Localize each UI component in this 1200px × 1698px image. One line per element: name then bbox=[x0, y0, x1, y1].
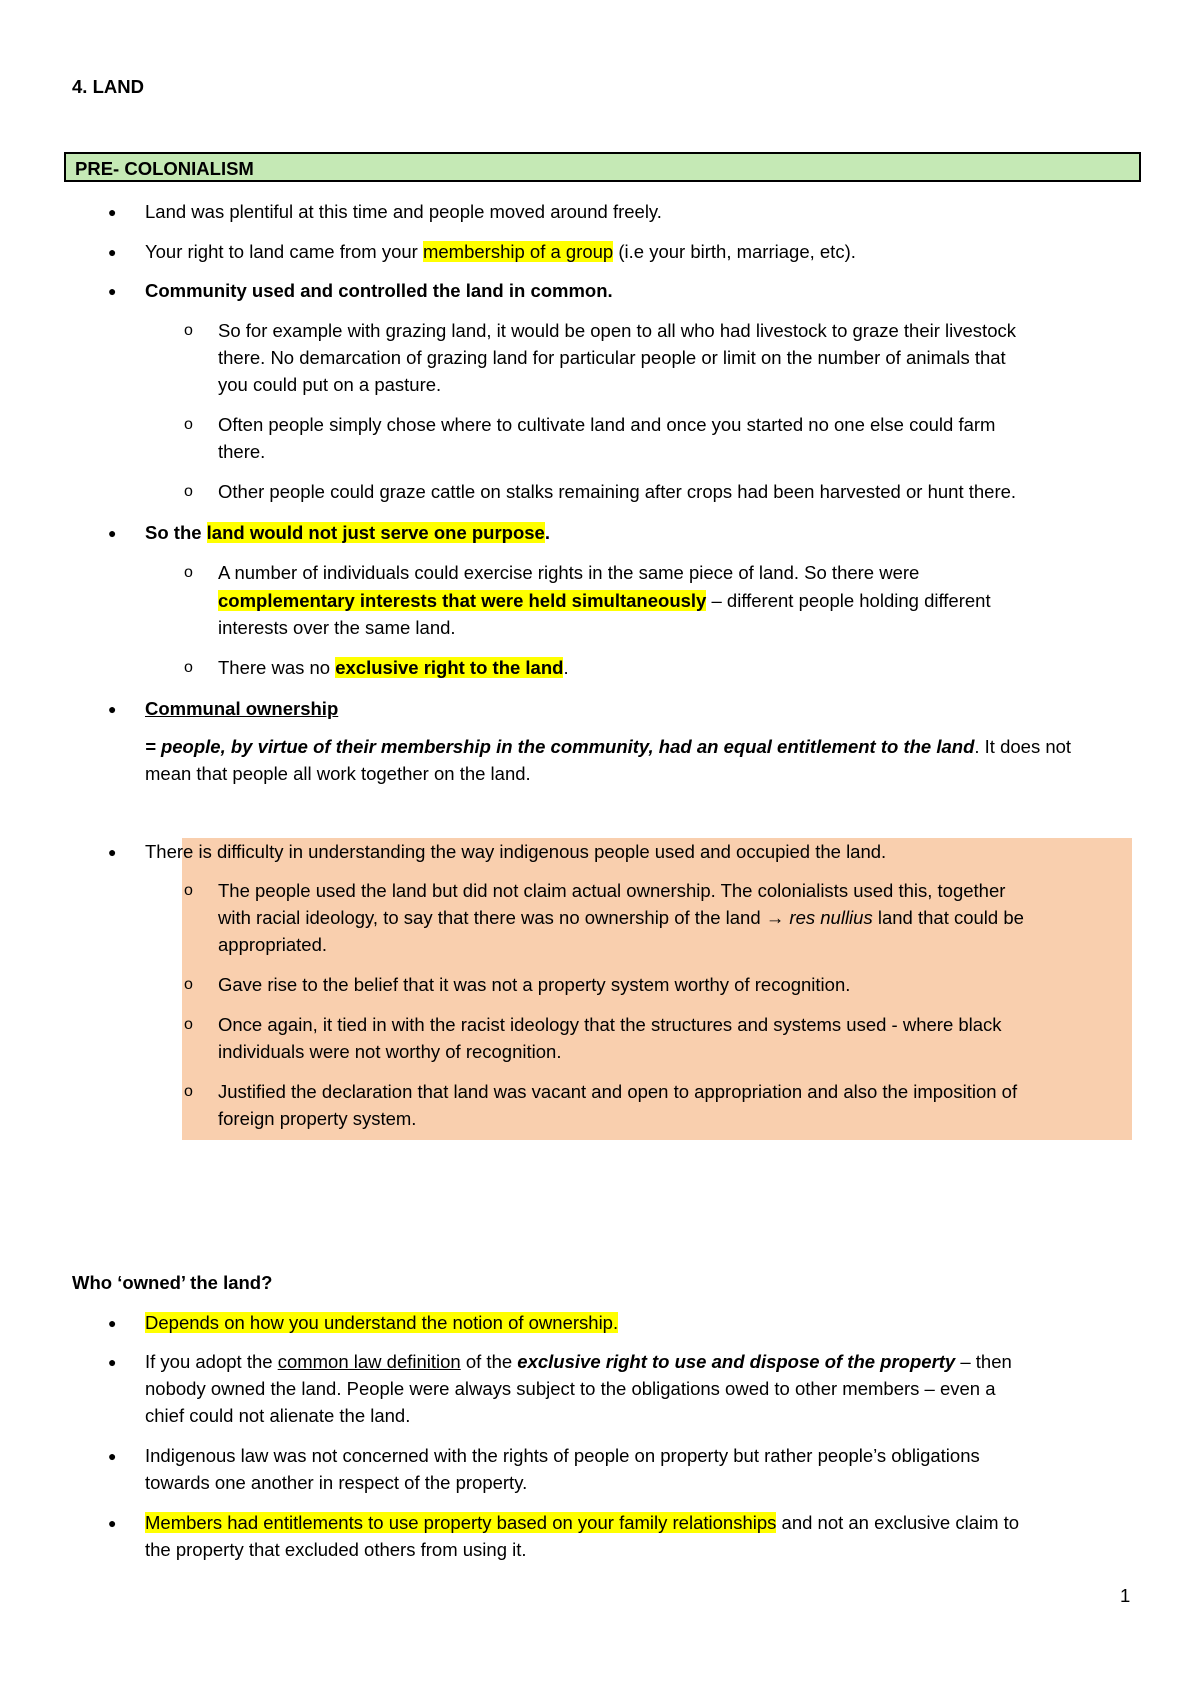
bullet-text bbox=[145, 1312, 618, 1334]
sub-bullet-text: complementary interests that were held simultaneously – different people holding different bbox=[218, 590, 991, 611]
sub-bullet-text: Often people simply chose where to cultivate land and once you started no one else could farm bbox=[218, 414, 996, 435]
sub-bullet-text: A number of individuals could exercise rights in the same piece of land. So there were bbox=[218, 562, 920, 583]
bullet-text: Communal ownership bbox=[145, 698, 339, 719]
sub-bullet-text: There was no exclusive right to the land. bbox=[218, 657, 569, 678]
bullet-icon bbox=[108, 201, 116, 223]
sub-bullet-icon bbox=[184, 880, 193, 902]
bullet-icon bbox=[108, 841, 116, 863]
sub-bullet-icon bbox=[184, 657, 193, 679]
sub-bullet-text: interests over the same land. bbox=[218, 617, 456, 638]
sub-bullet-icon bbox=[184, 974, 193, 996]
sub-bullet-icon bbox=[184, 1014, 193, 1036]
section-subheading: Who ‘owned’ the land? bbox=[72, 1272, 273, 1293]
sub-bullet-text: Gave rise to the belief that it was not a property system worthy of recognition. bbox=[218, 974, 851, 995]
bullet-text: Your right to land came from your membership of a group (i.e your birth, marriage, etc). bbox=[145, 241, 856, 262]
document-heading: 4. LAND bbox=[72, 76, 144, 97]
bullet-text: Community used and controlled the land in common. bbox=[145, 280, 613, 301]
definition-text: = people, by virtue of their membership in the community, had an equal entitlement to the land. It does not bbox=[145, 736, 1072, 757]
highlight: Members had entitlements to use property based on your family relationships bbox=[145, 1512, 777, 1533]
sub-bullet-text: individuals were not worthy of recognition. bbox=[218, 1041, 562, 1062]
definition-text: mean that people all work together on the land. bbox=[145, 763, 531, 784]
bullet-text: There is difficulty in understanding the way indigenous people used and occupied the land. bbox=[145, 841, 887, 862]
sub-bullet-icon bbox=[184, 481, 193, 503]
bullet-icon bbox=[108, 1312, 116, 1334]
highlight: complementary interests that were held simultaneously bbox=[218, 590, 707, 611]
bullet-icon bbox=[108, 522, 116, 544]
section-header-box bbox=[64, 152, 1141, 182]
sub-bullet-text: Justified the declaration that land was vacant and open to appropriation and also the imposition of bbox=[218, 1081, 1018, 1102]
sub-bullet-text: there. bbox=[218, 441, 266, 462]
sub-bullet-text: foreign property system. bbox=[218, 1108, 417, 1129]
sub-bullet-text: The people used the land but did not claim actual ownership. The colonialists used this, together bbox=[218, 880, 1006, 901]
sub-bullet-text: appropriated. bbox=[218, 934, 328, 955]
sub-bullet-text: there. No demarcation of grazing land for particular people or limit on the number of animals that bbox=[218, 347, 1006, 368]
highlight: membership of a group bbox=[422, 241, 614, 262]
highlight: Depends on how you understand the notion of ownership. bbox=[145, 1312, 619, 1333]
bullet-text: So the land would not just serve one purpose. bbox=[145, 522, 550, 543]
page-number: 1 bbox=[1120, 1585, 1131, 1606]
sub-bullet-text: with racial ideology, to say that there was no ownership of the land → res nullius land that could be bbox=[218, 907, 1024, 928]
sub-bullet-text: Other people could graze cattle on stalks remaining after crops had been harvested or hunt there. bbox=[218, 481, 1017, 502]
sub-bullet-text: you could put on a pasture. bbox=[218, 374, 442, 395]
bullet-icon bbox=[108, 280, 116, 302]
bullet-text: towards one another in respect of the property. bbox=[145, 1472, 528, 1493]
bullet-icon bbox=[108, 698, 116, 720]
highlight: land would not just serve one purpose bbox=[206, 522, 545, 543]
sub-bullet-icon bbox=[184, 320, 193, 342]
sub-bullet-text: So for example with grazing land, it would be open to all who had livestock to graze their livestock bbox=[218, 320, 1016, 341]
bullet-icon bbox=[108, 1351, 116, 1373]
sub-bullet-icon bbox=[184, 414, 193, 436]
sub-bullet-icon bbox=[184, 1081, 193, 1103]
bullet-text: Indigenous law was not concerned with the rights of people on property but rather people’s obligations bbox=[145, 1445, 980, 1466]
bullet-text: Land was plentiful at this time and people moved around freely. bbox=[145, 201, 662, 222]
bullet-icon bbox=[108, 1512, 116, 1534]
section-header-label: PRE- COLONIALISM bbox=[75, 158, 254, 179]
bullet-text: If you adopt the common law definition of the exclusive right to use and dispose of the property – then bbox=[145, 1351, 1012, 1372]
sub-bullet-text: Once again, it tied in with the racist ideology that the structures and systems used - where black bbox=[218, 1014, 1002, 1035]
arrow-right-icon: → bbox=[765, 907, 785, 928]
highlight: exclusive right to the land bbox=[335, 657, 564, 678]
sub-bullet-icon bbox=[184, 562, 193, 584]
bullet-text: chief could not alienate the land. bbox=[145, 1405, 411, 1426]
bullet-icon bbox=[108, 241, 116, 263]
bullet-text: the property that excluded others from using it. bbox=[145, 1539, 527, 1560]
bullet-icon bbox=[108, 1445, 116, 1467]
bullet-text: Members had entitlements to use property based on your family relationships and not an exclusive claim to bbox=[145, 1512, 1020, 1533]
bullet-text: nobody owned the land. People were always subject to the obligations owed to other members – even a bbox=[145, 1378, 996, 1399]
